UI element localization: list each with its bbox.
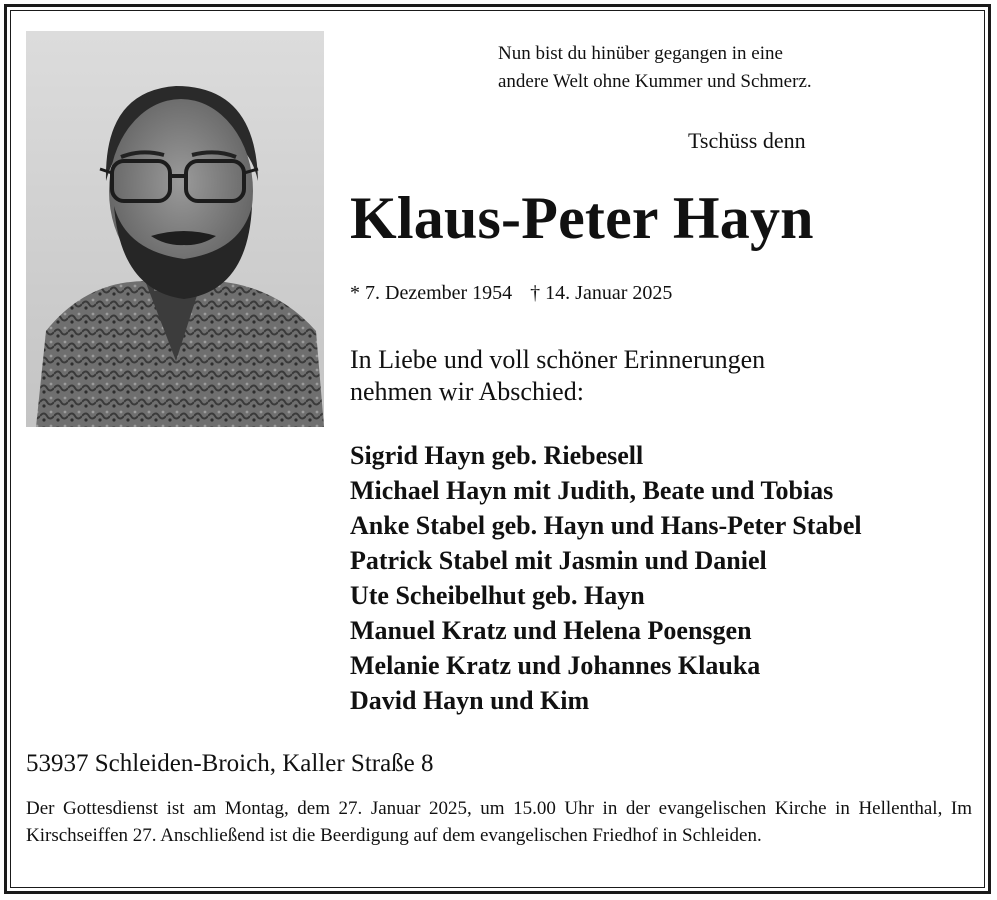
deceased-name: Klaus-Peter Hayn	[350, 185, 814, 251]
mourner-item: Michael Hayn mit Judith, Beate und Tobias	[350, 476, 834, 505]
mourner-item: Manuel Kratz und Helena Poensgen	[350, 616, 752, 645]
service-notice: Der Gottesdienst ist am Montag, dem 27. Januar 2025, um 15.00 Uhr in der evangelischen Kirche in Hellenthal, Im Kirschseiffen 27. Anschließend ist die Beerdigung auf dem evangelischen Friedhof in Schleiden.	[26, 798, 972, 846]
portrait-photo-icon	[26, 31, 324, 427]
intro-line: nehmen wir Abschied:	[350, 377, 584, 406]
mourners-list	[350, 438, 862, 718]
motto	[498, 40, 812, 96]
farewell-text: Tschüss denn	[688, 128, 806, 153]
birth-date: * 7. Dezember 1954	[350, 282, 513, 304]
life-dates	[350, 282, 672, 305]
mourner-item: Melanie Kratz und Johannes Klauka	[350, 651, 761, 680]
intro-line: In Liebe und voll schöner Erinnerungen	[350, 345, 766, 374]
mourner-item: David Hayn und Kim	[350, 686, 590, 715]
mourner-item: Sigrid Hayn geb. Riebesell	[350, 441, 644, 470]
motto-line: andere Welt ohne Kummer und Schmerz.	[498, 71, 812, 92]
motto-line: Nun bist du hinüber gegangen in eine	[498, 43, 783, 64]
family-address: 53937 Schleiden-Broich, Kaller Straße 8	[26, 750, 434, 777]
mourner-item: Anke Stabel geb. Hayn und Hans-Peter Stabel	[350, 511, 862, 540]
death-date: † 14. Januar 2025	[530, 282, 673, 304]
intro-text	[350, 344, 765, 408]
mourner-item: Ute Scheibelhut geb. Hayn	[350, 581, 645, 610]
mourner-item: Patrick Stabel mit Jasmin und Daniel	[350, 546, 767, 575]
portrait-photo	[26, 31, 324, 427]
